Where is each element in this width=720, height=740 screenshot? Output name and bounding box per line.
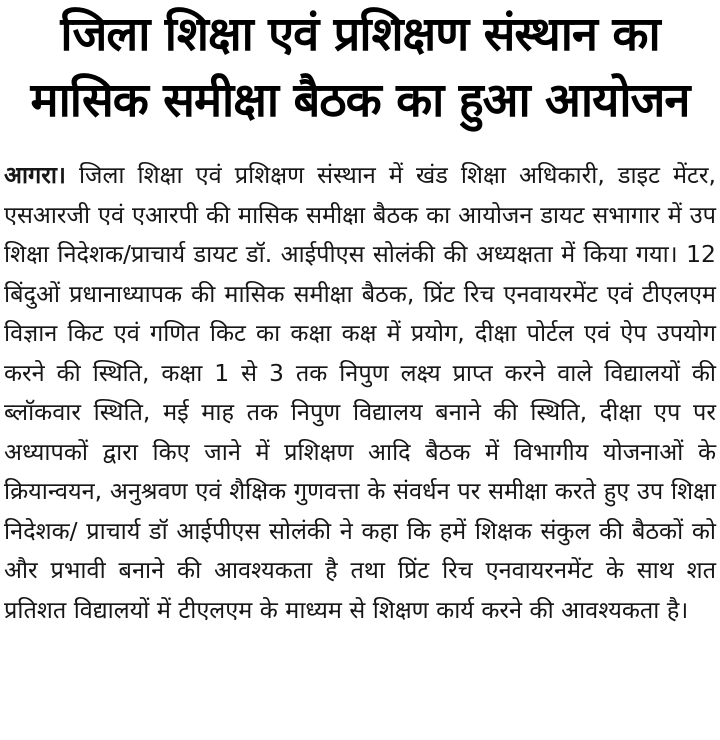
article-body-text: जिला शिक्षा एवं प्रशिक्षण संस्थान में खंड शिक्षा अधिकारी, डाइट मेंटर, एसआरजी एवं एआरपी की मासिक समीक्षा बैठक का आयोजन डायट सभागार में उप शिक्षा निदेशक/प्राचार्य डायट डॉ. आईपीएस सोलंकी की अध्यक्षता में किया गया। 12 बिंदुओं प्रधानाध्यापक की मासिक समीक्षा बैठक, प्रिंट रिच एनवायरमेंट एवं टीएलएम विज्ञान किट एवं गणित किट का कक्षा कक्ष में प्रयोग, दीक्षा पोर्टल एवं ऐप उपयोग करने की स्थिति, कक्षा 1 से 3 तक निपुण लक्ष्य प्राप्त करने वाले विद्यालयों की ब्लॉकवार स्थिति, मई माह तक निपुण विद्यालय बनाने की स्थिति, दीक्षा एप पर अध्यापकों द्वारा किए जाने में प्रशिक्षण आदि बैठक में विभागीय योजनाओं के क्रियान्वयन, अनुश्रवण एवं शैक्षिक गुणवत्ता के संवर्धन पर समीक्षा करते हुए उप शिक्षा निदेशक/ प्राचार्य डॉ आईपीएस सोलंकी ने कहा कि हमें शिक्षक संकुल की बैठकों को और प्रभावी बनाने की आवश्यकता है तथा प्रिंट रिच एनवायरनमेंट के साथ शत प्रतिशत विद्यालयों में टीएलएम के माध्यम से शिक्षण कार्य करने की आवश्यकता है। bbox=[4, 161, 716, 624]
headline-line-1: जिला शिक्षा एवं प्रशिक्षण संस्थान का bbox=[60, 7, 660, 62]
article-body bbox=[4, 156, 716, 630]
article-headline bbox=[4, 0, 716, 134]
headline-line-2: मासिक समीक्षा बैठक का हुआ आयोजन bbox=[30, 73, 690, 128]
article-dateline: आगरा। bbox=[4, 161, 66, 189]
